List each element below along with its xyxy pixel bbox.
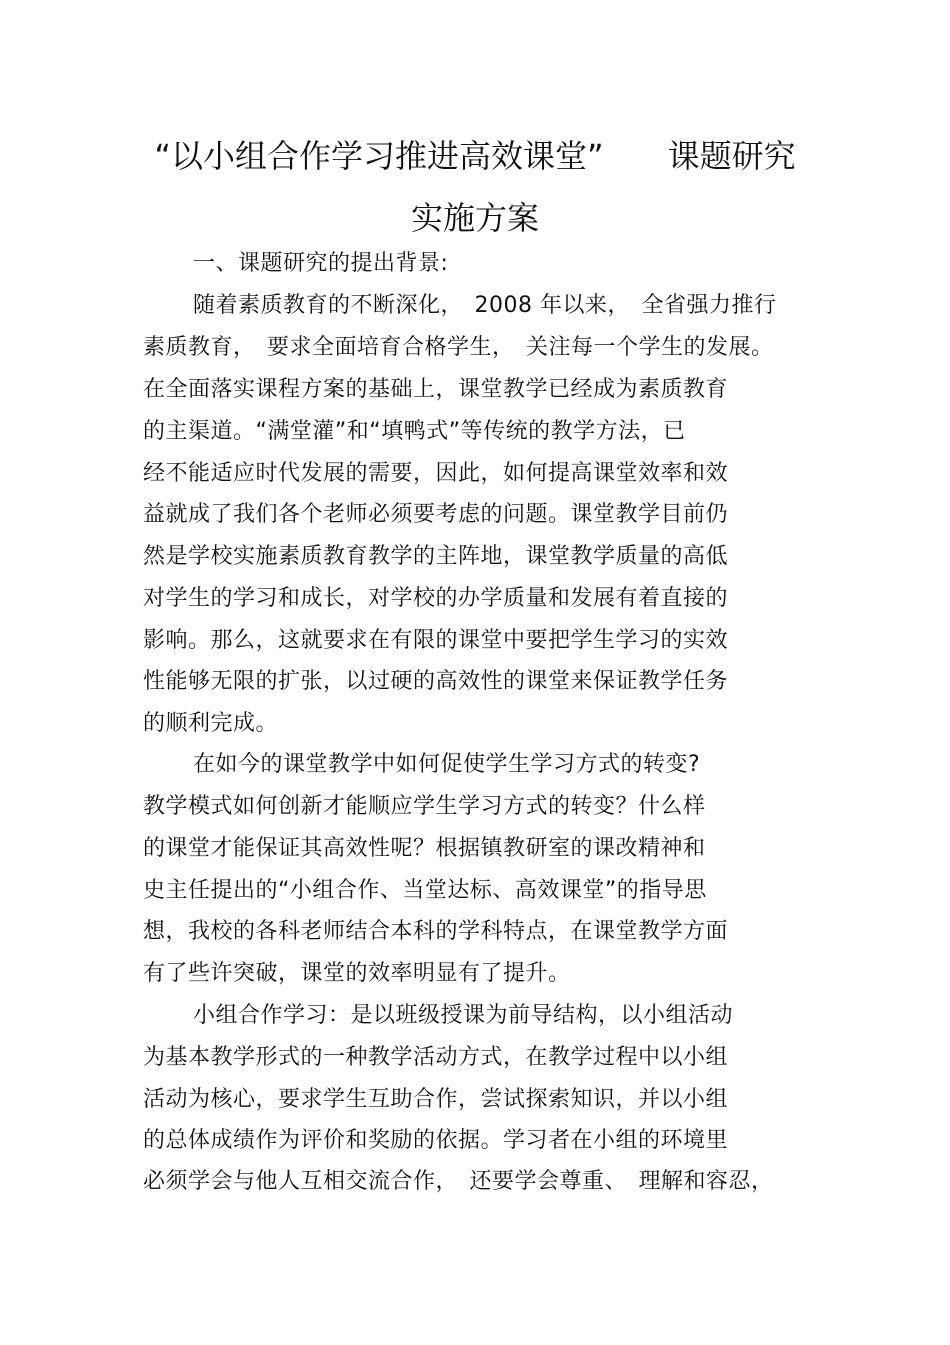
paragraph-line: 的顺利完成。 [143, 711, 279, 736]
paragraph-line: 影响。那么，这就要求在有限的课堂中要把学生学习的实效 [143, 628, 729, 653]
paragraph-line: 然是学校实施素质教育教学的主阵地，课堂教学质量的高低 [143, 544, 729, 569]
paragraph-line: 在全面落实课程方案的基础上，课堂教学已经成为素质教育 [143, 377, 729, 402]
paragraph-line: 益就成了我们各个老师必须要考虑的问题。课堂教学目前仍 [143, 502, 729, 527]
document-title-line-1: “以小组合作学习推进高效课堂” 课题研究 [154, 137, 796, 175]
paragraph-line: 对学生的学习和成长，对学校的办学质量和发展有着直接的 [143, 586, 729, 611]
paragraph-line: 教学模式如何创新才能顺应学生学习方式的转变？什么样 [143, 794, 706, 819]
paragraph-line: 随着素质教育的不断深化， 2008 年以来， 全省强力推行 [193, 293, 777, 318]
paragraph-line: 史主任提出的“小组合作、当堂达标、高效课堂”的指导思 [143, 878, 707, 903]
document-title-line-2: 实施方案 [410, 199, 539, 237]
paragraph-line: 的主渠道。“满堂灌”和“填鸭式”等传统的教学方法，已 [143, 419, 686, 444]
paragraph-line: 有了些许突破，课堂的效率明显有了提升。 [143, 961, 571, 986]
paragraph-line: 素质教育， 要求全面培育合格学生， 关注每一个学生的发展。 [143, 335, 774, 360]
paragraph-line: 为基本教学形式的一种教学活动方式，在教学过程中以小组 [143, 1045, 729, 1070]
section-heading: 一、课题研究的提出背景: [193, 251, 449, 276]
paragraph-line: 的课堂才能保证其高效性呢？根据镇教研室的课改精神和 [143, 836, 706, 861]
paragraph-line: 性能够无限的扩张，以过硬的高效性的课堂来保证教学任务 [143, 669, 729, 694]
paragraph-line: 的总体成绩作为评价和奖励的依据。学习者在小组的环境里 [143, 1128, 729, 1153]
paragraph-line: 在如今的课堂教学中如何促使学生学习方式的转变? [193, 752, 701, 777]
paragraph-line: 经不能适应时代发展的需要，因此，如何提高课堂效率和效 [143, 461, 729, 486]
paragraph-line: 小组合作学习：是以班级授课为前导结构，以小组活动 [193, 1003, 734, 1028]
paragraph-line: 必须学会与他人互相交流合作， 还要学会尊重、 理解和容忍， [143, 1169, 774, 1194]
paragraph-line: 想，我校的各科老师结合本科的学科特点，在课堂教学方面 [143, 919, 729, 944]
paragraph-line: 活动为核心，要求学生互助合作，尝试探索知识，并以小组 [143, 1087, 729, 1112]
